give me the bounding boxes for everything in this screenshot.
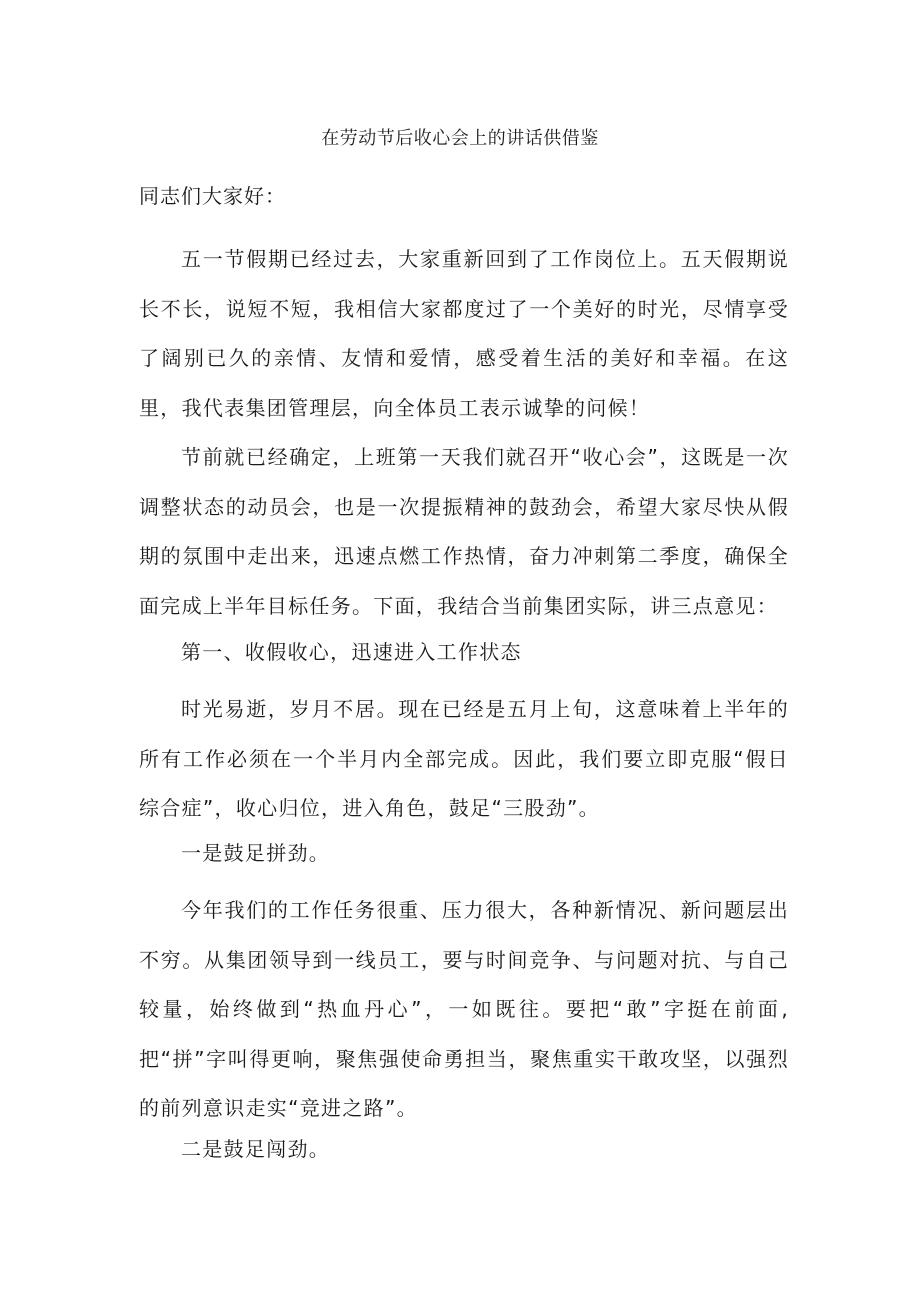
- paragraph-sub-1: 今年我们的工作任务很重、压力很大，各种新情况、新问题层出不穷。从集团领导到一线员工，要与时间竞争、与问题对抗、与自己较量，始终做到“热血丹心”，一如既往。要把“敢”字挺在前面,把“拼”字叫得更响，聚焦强使命勇担当，聚焦重实干敢攻坚，以强烈的前列意识走实“竞进之路”。: [139, 898, 789, 1120]
- paragraph-purpose: 节前就已经确定，上班第一天我们就召开“收心会”，这既是一次调整状态的动员会，也是一次提振精神的鼓劲会，希望大家尽快从假期的氛围中走出来，迅速点燃工作热情，奋力冲刺第二季度，确保全面完成上半年目标任务。下面，我结合当前集团实际，讲三点意见：: [139, 445, 789, 618]
- sub-heading-1: 一是鼓足拼劲。: [181, 841, 331, 865]
- sub-heading-2: 二是鼓足闯劲。: [181, 1137, 331, 1161]
- salutation: 同志们大家好：: [139, 184, 286, 208]
- paragraph-intro: 五一节假期已经过去，大家重新回到了工作岗位上。五天假期说长不长，说短不短，我相信大家都度过了一个美好的时光，尽情享受了阔别已久的亲情、友情和爱情，感受着生活的美好和幸福。在这里，我代表集团管理层，向全体员工表示诚挚的问候！: [139, 247, 789, 420]
- paragraph-section-1: 时光易逝，岁月不居。现在已经是五月上旬，这意味着上半年的所有工作必须在一个半月内全部完成。因此，我们要立即克服“假日综合症”，收心归位，进入角色，鼓足“三股劲”。: [139, 697, 789, 820]
- document-title: 在劳动节后收心会上的讲话供借鉴: [321, 128, 599, 149]
- section-heading-1: 第一、收假收心，迅速进入工作状态: [181, 640, 522, 664]
